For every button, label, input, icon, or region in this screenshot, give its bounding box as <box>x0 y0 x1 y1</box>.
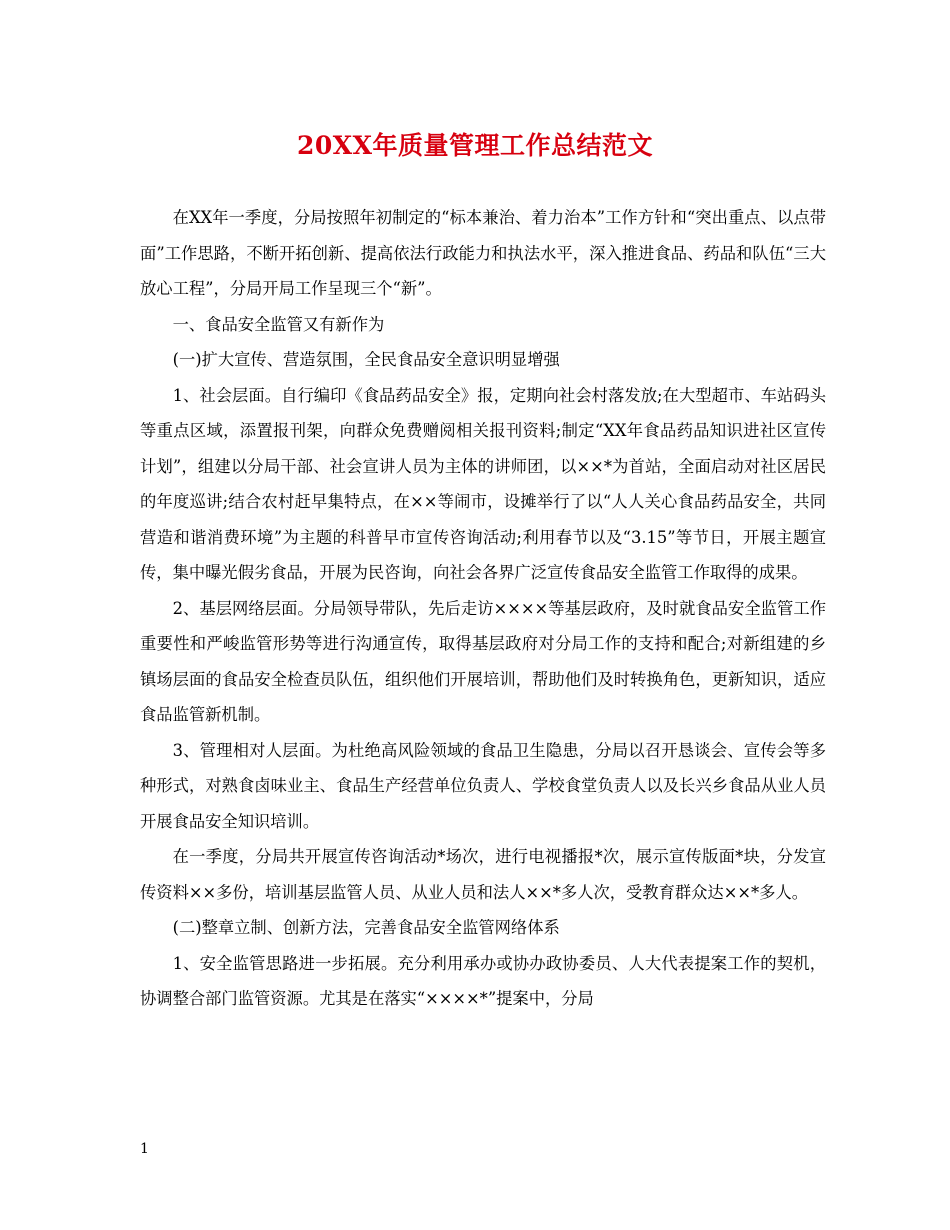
page-number: 1 <box>140 1141 149 1157</box>
paragraph: 1、安全监管思路进一步拓展。充分利用承办或协办政协委员、人大代表提案工作的契机，协调整合部门监管资源。尤其是在落实“××××*”提案中，分局 <box>140 953 826 1008</box>
paragraph: 3、管理相对人层面。为杜绝高风险领域的食品卫生隐患，分局以召开恳谈会、宣传会等多种形式，对熟食卤味业主、食品生产经营单位负责人、学校食堂负责人以及长兴乡食品从业人员开展食品安全知识培训。 <box>140 740 826 831</box>
paragraph: 在XX年一季度，分局按照年初制定的“标本兼治、着力治本”工作方针和“突出重点、以点带面”工作思路，不断开拓创新、提高依法行政能力和执法水平，深入推进食品、药品和队伍“三大放心工程”，分局开局工作呈现三个“新”。 <box>140 208 826 298</box>
document-body <box>140 200 826 1017</box>
section-heading: 一、食品安全监管又有新作为 <box>172 314 385 334</box>
paragraph: 1、社会层面。自行编印《食品药品安全》报，定期向社会村落发放;在大型超市、车站码头等重点区域，添置报刊架，向群众免费赠阅相关报刊资料;制定“XX年食品药品知识进社区宣传计划”，组建以分局干部、社会宣讲人员为主体的讲师团，以××*为首站，全面启动对社区居民的年度巡讲;结合农村赶早集特点，在××等闹市，设摊举行了以“人人关心食品药品安全，共同营造和谐消费环境”为主题的科普早市宣传咨询活动;利用春节以及“3.15”等节日，开展主题宣传，集中曝光假劣食品，开展为民咨询，向社会各界广泛宣传食品安全监管工作取得的成果。 <box>140 385 826 582</box>
document-title: 20XX年质量管理工作总结范文 <box>296 131 654 160</box>
paragraph: 在一季度，分局共开展宣传咨询活动*场次，进行电视播报*次，展示宣传版面*块，分发宣传资料××多份，培训基层监管人员、从业人员和法人××*多人次，受教育群众达××*多人。 <box>140 847 826 902</box>
subsection-heading: (二)整章立制、创新方法，完善食品安全监管网络体系 <box>172 918 560 937</box>
subsection-heading: (一)扩大宣传、营造氛围，全民食品安全意识明显增强 <box>172 350 560 369</box>
paragraph: 2、基层网络层面。分局领导带队，先后走访××××等基层政府，及时就食品安全监管工作重要性和严峻监管形势等进行沟通宣传，取得基层政府对分局工作的支持和配合;对新组建的乡镇场层面的食品安全检查员队伍，组织他们开展培训，帮助他们及时转换角色，更新知识，适应食品监管新机制。 <box>140 598 826 724</box>
